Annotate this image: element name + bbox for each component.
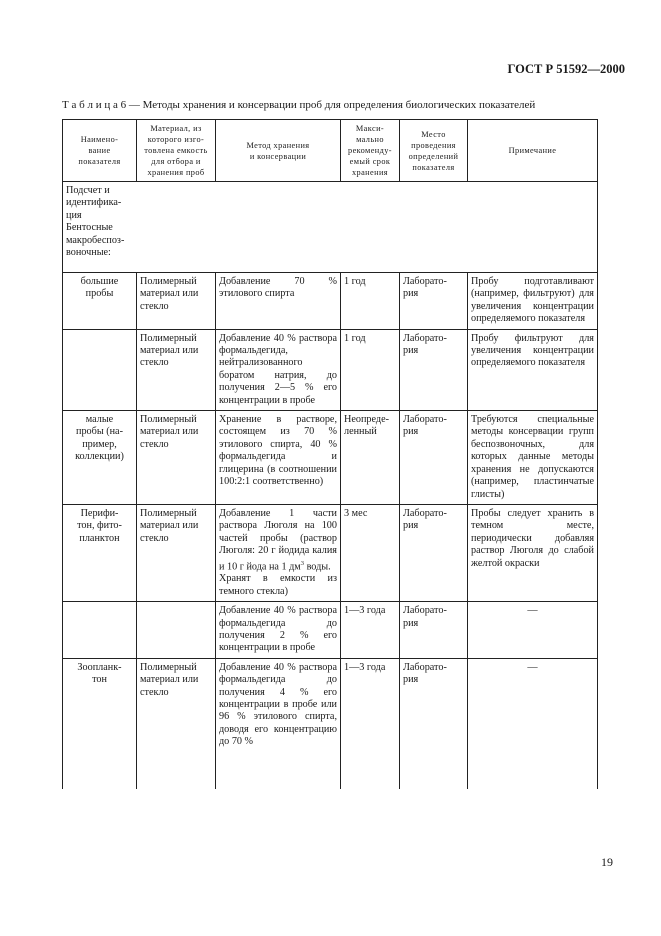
cell-place: Лаборато- рия [400,411,468,505]
cell-term: 1—3 года [341,602,400,659]
cell-material: Полимерный материал или стекло [137,273,216,330]
cell-place: Лаборато- рия [400,504,468,601]
cell-place: Лаборато- рия [400,602,468,659]
cell-note: Пробу подготавливают (например, фильтруют) для увеличения концентрации определяемого показателя [468,273,598,330]
table-group-row [63,182,598,273]
cell-material: Полимерный материал или стекло [137,411,216,505]
superscript-exponent: 3 [300,559,305,567]
cell-term: 3 мес [341,504,400,601]
col-header-term: Макси- мально рекоменду- емый срок хранения [341,120,400,182]
table-row [63,273,598,330]
cell-note: — [468,658,598,789]
cell-indicator: большие пробы [63,273,137,330]
cell-note: Пробы следует хранить в темном месте, периодически добавляя раствор Люголя до слабой желтой окраски [468,504,598,601]
cell-indicator: малые пробы (на- пример, коллекции) [63,411,137,505]
method-text-cont: воды. Хранят в емкости из темного стекла) [219,560,337,597]
storage-methods-table [62,119,598,789]
cell-indicator: Зоопланк- тон [63,658,137,789]
cell-term: 1 год [341,329,400,410]
cell-method: Добавление 40 % раствора формальдегида до получения 2 % его концентрации в пробе [216,602,341,659]
cell-place: Лаборато- рия [400,329,468,410]
col-header-material: Материал, из которого изго- товлена емкость для отбора и хранения проб [137,120,216,182]
cell-term: Неопреде- ленный [341,411,400,505]
table-row [63,602,598,659]
page-number: 19 [601,855,613,869]
cell-material: Полимерный материал или стекло [137,504,216,601]
col-header-method: Метод хранения и консервации [216,120,341,182]
table-caption: Т а б л и ц а 6 — Методы хранения и консервации проб для определения биологических показателей [62,99,536,111]
col-header-note: Примечание [468,120,598,182]
cell-method: Добавление 40 % раствора формальдегида до получения 4 % его концентрации в пробе или 96 % этилового спирта, доводя его концентрацию до 70 % [216,658,341,789]
cell-method [216,504,341,601]
table-row [63,504,598,601]
table-header-row [63,120,598,182]
cell-indicator [63,329,137,410]
cell-term: 1 год [341,273,400,330]
method-text: Добавление 1 части раствора Люголя на 100 частей пробы (раствор Люголя: 20 г йодида калия и 10 г йода на 1 дм [219,507,337,572]
col-header-place: Место проведения определений показателя [400,120,468,182]
cell-term: 1—3 года [341,658,400,789]
cell-material [137,602,216,659]
group-label: Подсчет и идентифика- ция Бентосные макробеспоз- воночные: [66,185,125,259]
col-header-indicator: Наимено- вание показателя [63,120,137,182]
cell-place: Лаборато- рия [400,658,468,789]
table-row [63,329,598,410]
cell-indicator: Перифи- тон, фито- планктон [63,504,137,601]
cell-note: Пробу фильтруют для увеличения концентрации определяемого показателя [468,329,598,410]
cell-place: Лаборато- рия [400,273,468,330]
cell-material: Полимерный материал или стекло [137,658,216,789]
table-row [63,411,598,505]
cell-note: Требуются специальные методы консервации групп беспозвоночных, для которых данные методы хранения не допускаются (например, пластинчатые глисты) [468,411,598,505]
cell-note: — [468,602,598,659]
cell-method: Добавление 40 % раствора формальдегида, нейтрализованного боратом натрия, до получения 2—5 % его концентрации в пробе [216,329,341,410]
standard-designation: ГОСТ Р 51592—2000 [507,62,625,76]
table-row [63,658,598,789]
cell-material: Полимерный материал или стекло [137,329,216,410]
group-cell [63,182,598,273]
cell-indicator [63,602,137,659]
cell-method: Хранение в растворе, состоящем из 70 % этилового спирта, 40 % формальдегида и глицерина (в соотношении 100:2:1 соответственно) [216,411,341,505]
cell-method: Добавление 70 % этилового спирта [216,273,341,330]
